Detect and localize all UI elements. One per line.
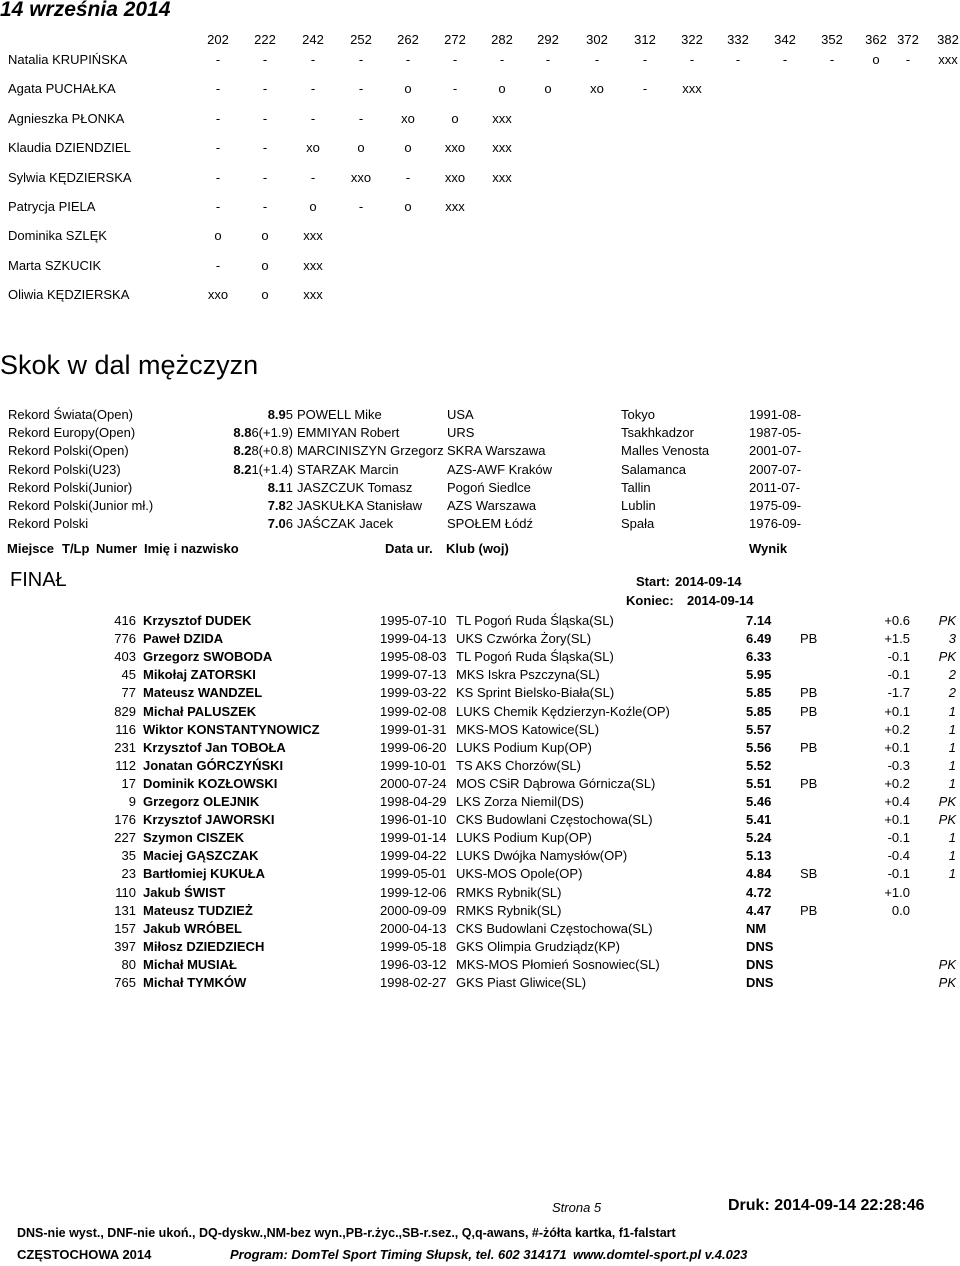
athlete-club: MOS CSiR Dąbrowa Górnicza(SL): [456, 775, 656, 791]
start-label: Start:: [636, 574, 670, 589]
athlete-name: Krzysztof Jan TOBOŁA: [143, 739, 286, 755]
class-value: PK: [938, 812, 956, 828]
attempt-cell: -: [215, 81, 221, 97]
record-flag: SB: [800, 866, 818, 882]
attempt-cell: -: [499, 52, 505, 67]
athlete-name: Mateusz TUDZIEŻ: [143, 902, 253, 918]
record-club: USA: [447, 407, 474, 422]
record-label: Rekord Polski(Junior): [8, 479, 133, 495]
athlete-name: Dominika SZLĘK: [8, 228, 107, 244]
wind-value: +0.2: [884, 775, 910, 791]
class-value: PK: [938, 613, 956, 628]
athlete-club: TS AKS Chorzów(SL): [456, 757, 581, 773]
footer-program: Program: DomTel Sport Timing Słupsk, tel. 602 314171: [230, 1247, 567, 1262]
attempt-cell: o: [451, 110, 459, 126]
class-value: 1: [948, 848, 956, 864]
record-mark: 8.28(+0.8): [233, 443, 293, 459]
bib-number: 416: [114, 613, 136, 628]
record-date: 2001-07-: [749, 443, 802, 459]
record-date: 1975-09-: [749, 498, 802, 513]
result-mark: 5.85: [746, 703, 772, 719]
height-header-cell: 312: [634, 32, 656, 47]
record-club: SPOŁEM Łódź: [447, 516, 533, 532]
birth-date: 2000-04-13: [380, 920, 447, 936]
athlete-club: TL Pogoń Ruda Śląska(SL): [456, 649, 614, 665]
record-label: Rekord Europy(Open): [8, 425, 136, 441]
bib-number: 23: [121, 866, 136, 882]
result-mark: 6.49: [746, 631, 772, 647]
wind-value: +0.1: [884, 812, 910, 828]
wind-value: -0.3: [887, 757, 910, 773]
height-header-cell: 292: [537, 32, 559, 47]
bib-number: 35: [121, 848, 136, 864]
attempt-cell: o: [404, 81, 412, 97]
bib-number: 227: [114, 830, 136, 846]
athlete-club: TL Pogoń Ruda Śląska(SL): [456, 613, 614, 628]
attempt-cell: -: [545, 52, 551, 67]
wind-value: +0.2: [884, 721, 910, 737]
athlete-club: CKS Budowlani Częstochowa(SL): [456, 920, 653, 936]
wind-value: -0.1: [887, 649, 910, 665]
column-header-place: Miejsce: [7, 541, 54, 556]
record-holder: JAŚCZAK Jacek: [297, 516, 394, 532]
record-flag: PB: [800, 631, 818, 647]
result-mark: 4.47: [746, 902, 772, 918]
result-mark: 4.72: [746, 884, 772, 900]
height-header-cell: 352: [821, 32, 843, 47]
height-header-cell: 342: [774, 32, 796, 47]
result-mark: 5.52: [746, 757, 772, 773]
wind-value: -0.1: [887, 830, 910, 846]
record-date: 2011-07-: [749, 479, 801, 495]
athlete-name: Szymon CISZEK: [143, 830, 245, 846]
record-date: 1991-08-: [749, 407, 802, 422]
athlete-club: LKS Zorza Niemil(DS): [456, 794, 584, 809]
height-header-cell: 302: [586, 32, 608, 47]
athlete-club: CKS Budowlani Częstochowa(SL): [456, 812, 653, 828]
athlete-club: LUKS Chemik Kędzierzyn-Koźle(OP): [456, 703, 670, 719]
page-number: Strona 5: [552, 1200, 602, 1215]
athlete-name: Natalia KRUPIŃSKA: [8, 52, 128, 67]
class-value: 1: [948, 703, 956, 719]
attempt-cell: -: [905, 52, 911, 67]
bib-number: 9: [128, 794, 136, 809]
athlete-club: RMKS Rybnik(SL): [456, 902, 562, 918]
birth-date: 1996-01-10: [380, 812, 447, 828]
class-value: 1: [948, 739, 956, 755]
wind-value: +0.1: [884, 739, 910, 755]
attempt-cell: -: [642, 81, 648, 97]
height-header-cell: 242: [302, 32, 324, 47]
record-mark: 8.11: [267, 479, 293, 495]
record-date: 2007-07-: [749, 461, 802, 477]
athlete-club: LUKS Podium Kup(OP): [456, 830, 592, 846]
record-date: 1976-09-: [749, 516, 802, 532]
attempt-cell: o: [261, 287, 269, 303]
attempt-cell: o: [404, 140, 412, 156]
height-header-cell: 202: [207, 32, 229, 47]
birth-date: 1999-05-01: [380, 866, 447, 882]
athlete-name: Jakub ŚWIST: [143, 884, 226, 900]
birth-date: 1999-02-08: [380, 703, 447, 719]
height-header-cell: 372: [897, 32, 919, 47]
attempt-cell: -: [358, 199, 364, 214]
column-header-number: Numer: [96, 541, 138, 556]
record-place: Lublin: [621, 498, 656, 513]
class-value: PK: [938, 649, 956, 665]
result-mark: 5.57: [746, 721, 772, 737]
result-mark: 5.56: [746, 739, 772, 755]
result-mark: 5.41: [746, 812, 772, 828]
athlete-name: Paweł DZIDA: [143, 631, 224, 647]
athlete-name: Krzysztof JAWORSKI: [143, 812, 275, 828]
bib-number: 17: [121, 775, 136, 791]
result-mark: 5.46: [746, 794, 772, 809]
record-holder: EMMIYAN Robert: [297, 425, 400, 441]
record-club: SKRA Warszawa: [447, 443, 546, 459]
height-header-cell: 272: [444, 32, 466, 47]
class-value: 1: [948, 721, 956, 737]
record-place: Tokyo: [621, 407, 655, 422]
athlete-club: GKS Piast Gliwice(SL): [456, 975, 587, 990]
attempt-cell: -: [310, 81, 316, 97]
attempt-cell: -: [642, 52, 648, 67]
height-header-cell: 222: [254, 32, 276, 47]
record-club: AZS Warszawa: [447, 498, 537, 513]
attempt-cell: -: [735, 52, 741, 67]
athlete-name: Bartłomiej KUKUŁA: [143, 866, 266, 882]
attempt-cell: xxx: [492, 140, 512, 156]
result-mark: NM: [746, 920, 767, 936]
athlete-name: Miłosz DZIEDZIECH: [143, 938, 265, 954]
column-header-name: Imię i nazwisko: [144, 541, 239, 556]
column-header-result: Wynik: [749, 541, 788, 556]
athlete-name: Mikołaj ZATORSKI: [143, 667, 256, 683]
attempt-cell: -: [215, 199, 221, 214]
athlete-name: Mateusz WANDZEL: [143, 685, 263, 701]
attempt-cell: o: [261, 228, 269, 244]
attempt-cell: o: [357, 140, 365, 156]
athlete-club: GKS Olimpia Grudziądz(KP): [456, 938, 620, 954]
wind-value: +1.0: [884, 884, 910, 900]
footer-website: www.domtel-sport.pl v.4.023: [573, 1247, 748, 1262]
attempt-cell: -: [310, 52, 316, 67]
attempt-cell: o: [214, 228, 222, 244]
attempt-cell: -: [262, 110, 268, 126]
record-club: Pogoń Siedlce: [447, 479, 531, 495]
record-club: URS: [447, 425, 475, 441]
result-mark: 5.85: [746, 685, 772, 701]
result-mark: 5.95: [746, 667, 772, 683]
height-header-cell: 322: [681, 32, 703, 47]
attempt-cell: xo: [590, 81, 604, 97]
attempt-cell: -: [262, 140, 268, 156]
result-mark: DNS: [746, 956, 774, 972]
athlete-name: Dominik KOZŁOWSKI: [143, 775, 278, 791]
bib-number: 131: [114, 902, 136, 918]
record-mark: 8.21(+1.4): [233, 461, 293, 477]
attempt-cell: -: [405, 169, 411, 185]
class-value: 2: [948, 667, 956, 683]
birth-date: 1999-01-31: [380, 721, 447, 737]
attempt-cell: -: [829, 52, 835, 67]
record-label: Rekord Polski(Junior mł.): [8, 498, 154, 513]
class-value: 1: [948, 775, 956, 791]
attempt-cell: xxo: [444, 140, 466, 156]
athlete-name: Jonatan GÓRCZYŃSKI: [143, 757, 284, 773]
attempt-cell: o: [404, 199, 412, 214]
athlete-name: Jakub WRÓBEL: [143, 920, 242, 936]
birth-date: 1999-12-06: [380, 884, 447, 900]
athlete-club: MKS Iskra Pszczyna(SL): [456, 667, 600, 683]
wind-value: +0.6: [884, 613, 910, 628]
bib-number: 77: [121, 685, 136, 701]
bib-number: 397: [114, 938, 136, 954]
attempt-cell: -: [358, 52, 364, 67]
attempt-cell: -: [215, 52, 221, 67]
attempt-cell: xxo: [207, 287, 229, 303]
attempt-cell: xxx: [492, 169, 512, 185]
attempt-cell: xo: [306, 140, 320, 156]
record-flag: PB: [800, 902, 818, 918]
attempt-cell: o: [498, 81, 506, 97]
bib-number: 829: [114, 703, 136, 719]
athlete-name: Klaudia DZIENDZIEL: [8, 140, 131, 156]
record-holder: MARCINISZYN Grzegorz: [297, 443, 444, 459]
athlete-name: Marta SZKUCIK: [8, 257, 102, 273]
birth-date: 1998-04-29: [380, 794, 447, 809]
attempt-cell: -: [594, 52, 600, 67]
class-value: 2: [948, 685, 956, 701]
athlete-name: Grzegorz OLEJNIK: [143, 794, 260, 809]
height-header-cell: 362: [865, 32, 887, 47]
wind-value: 0.0: [891, 902, 910, 918]
record-date: 1987-05-: [749, 425, 802, 441]
end-label: Koniec:: [626, 593, 674, 608]
attempt-cell: xxx: [303, 257, 323, 273]
athlete-name: Patrycja PIELA: [8, 199, 96, 214]
attempt-cell: -: [689, 52, 695, 67]
attempt-cell: xxx: [303, 228, 323, 244]
attempt-cell: -: [405, 52, 411, 67]
record-label: Rekord Polski(U23): [8, 461, 121, 477]
attempt-cell: -: [358, 81, 364, 97]
attempt-cell: -: [358, 110, 364, 126]
birth-date: 1999-03-22: [380, 685, 447, 701]
wind-value: -0.1: [887, 667, 910, 683]
record-place: Salamanca: [621, 461, 687, 477]
athlete-name: Oliwia KĘDZIERSKA: [8, 287, 130, 303]
attempt-cell: -: [782, 52, 788, 67]
attempt-cell: xxx: [682, 81, 702, 97]
bib-number: 80: [121, 956, 136, 972]
athlete-club: MKS-MOS Katowice(SL): [456, 721, 600, 737]
record-holder: JASKUŁKA Stanisław: [297, 498, 423, 513]
bib-number: 776: [114, 631, 136, 647]
attempt-cell: xxx: [492, 110, 512, 126]
wind-value: +1.5: [884, 631, 910, 647]
attempt-cell: -: [262, 52, 268, 67]
class-value: PK: [938, 956, 956, 972]
athlete-club: UKS-MOS Opole(OP): [456, 866, 583, 882]
bib-number: 112: [115, 757, 136, 773]
class-value: 1: [948, 757, 956, 773]
attempt-cell: o: [872, 52, 880, 67]
result-mark: 5.51: [746, 775, 772, 791]
record-flag: PB: [800, 685, 818, 701]
athlete-club: UKS Czwórka Żory(SL): [456, 631, 592, 647]
athlete-club: LUKS Dwójka Namysłów(OP): [456, 848, 628, 864]
start-value: 2014-09-14: [675, 574, 742, 589]
birth-date: 1999-10-01: [380, 757, 447, 773]
bib-number: 765: [114, 975, 136, 990]
height-header-cell: 382: [937, 32, 959, 47]
birth-date: 1999-06-20: [380, 739, 447, 755]
birth-date: 1995-08-03: [380, 649, 447, 665]
athlete-name: Agnieszka PŁONKA: [8, 110, 125, 126]
record-holder: JASZCZUK Tomasz: [297, 479, 413, 495]
result-mark: 5.24: [746, 830, 772, 846]
attempt-cell: -: [452, 52, 458, 67]
record-label: Rekord Świata(Open): [8, 407, 133, 422]
wind-value: -1.7: [887, 685, 910, 701]
attempt-cell: -: [310, 110, 316, 126]
birth-date: 1998-02-27: [380, 975, 447, 990]
athlete-name: Krzysztof DUDEK: [143, 613, 252, 628]
record-holder: STARZAK Marcin: [297, 461, 399, 477]
class-value: 3: [948, 631, 956, 647]
record-mark: 7.82: [267, 498, 293, 513]
height-header-cell: 262: [397, 32, 419, 47]
bib-number: 45: [121, 667, 136, 683]
result-mark: 5.13: [746, 848, 772, 864]
record-flag: PB: [800, 775, 818, 791]
birth-date: 2000-07-24: [380, 775, 447, 791]
attempt-cell: xxo: [350, 169, 372, 185]
athlete-name: Wiktor KONSTANTYNOWICZ: [143, 721, 320, 737]
bib-number: 157: [114, 920, 136, 936]
record-mark: 8.95: [267, 407, 293, 422]
record-place: Malles Venosta: [621, 443, 710, 459]
bib-number: 403: [114, 649, 136, 665]
footer-city: CZĘSTOCHOWA 2014: [17, 1247, 152, 1262]
class-value: 1: [948, 830, 956, 846]
athlete-club: LUKS Podium Kup(OP): [456, 739, 592, 755]
athlete-name: Sylwia KĘDZIERSKA: [8, 169, 132, 185]
attempt-cell: -: [310, 169, 316, 185]
bib-number: 110: [115, 884, 136, 900]
birth-date: 1999-01-14: [380, 830, 447, 846]
attempt-cell: -: [262, 169, 268, 185]
result-mark: 4.84: [746, 866, 772, 882]
birth-date: 1999-07-13: [380, 667, 447, 683]
birth-date: 1995-07-10: [380, 613, 447, 628]
athlete-name: Michał TYMKÓW: [143, 975, 247, 990]
record-flag: PB: [800, 703, 818, 719]
attempt-cell: o: [544, 81, 552, 97]
record-place: Tsakhkadzor: [621, 425, 694, 441]
height-header-cell: 282: [491, 32, 513, 47]
class-value: 1: [948, 866, 956, 882]
column-header-dob: Data ur.: [385, 541, 433, 556]
height-header-cell: 252: [350, 32, 372, 47]
final-title: FINAŁ: [10, 569, 67, 591]
athlete-club: MKS-MOS Płomień Sosnowiec(SL): [456, 956, 660, 972]
column-header-club: Klub (woj): [446, 541, 509, 556]
attempt-cell: xxx: [445, 199, 465, 214]
bib-number: 176: [114, 812, 136, 828]
athlete-name: Agata PUCHAŁKA: [8, 81, 116, 97]
wind-value: +0.4: [884, 794, 910, 809]
attempt-cell: o: [309, 199, 317, 214]
attempt-cell: o: [261, 257, 269, 273]
attempt-cell: xxo: [444, 169, 466, 185]
attempt-cell: -: [262, 199, 268, 214]
athlete-name: Maciej GĄSZCZAK: [143, 848, 259, 864]
birth-date: 1999-05-18: [380, 938, 447, 954]
column-header-tlp: T/Lp: [62, 541, 90, 556]
result-mark: 6.33: [746, 649, 772, 665]
wind-value: -0.4: [887, 848, 910, 864]
birth-date: 1996-03-12: [380, 956, 447, 972]
birth-date: 1999-04-22: [380, 848, 447, 864]
record-holder: POWELL Mike: [297, 407, 382, 422]
record-place: Tallin: [621, 479, 651, 495]
bib-number: 116: [115, 721, 136, 737]
print-timestamp: Druk: 2014-09-14 22:28:46: [728, 1197, 925, 1214]
record-flag: PB: [800, 739, 818, 755]
page-date-title: 14 września 2014: [0, 0, 171, 21]
attempt-cell: xxx: [938, 52, 958, 67]
attempt-cell: -: [215, 110, 221, 126]
attempt-cell: -: [262, 81, 268, 97]
record-mark: 7.06: [267, 516, 293, 532]
athlete-name: Michał PALUSZEK: [143, 703, 257, 719]
record-label: Rekord Polski: [8, 516, 89, 532]
attempt-cell: -: [215, 169, 221, 185]
athlete-name: Grzegorz SWOBODA: [143, 649, 273, 665]
attempt-cell: -: [215, 257, 221, 273]
attempt-cell: xo: [401, 110, 415, 126]
birth-date: 1999-04-13: [380, 631, 447, 647]
birth-date: 2000-09-09: [380, 902, 447, 918]
athlete-club: KS Sprint Bielsko-Biała(SL): [456, 685, 615, 701]
result-mark: 7.14: [746, 613, 772, 628]
end-value: 2014-09-14: [687, 593, 754, 608]
class-value: PK: [938, 794, 956, 809]
event-title: Skok w dal mężczyzn: [0, 350, 259, 380]
attempt-cell: -: [215, 140, 221, 156]
athlete-club: RMKS Rybnik(SL): [456, 884, 562, 900]
record-place: Spała: [621, 516, 655, 532]
class-value: PK: [938, 975, 956, 990]
attempt-cell: -: [452, 81, 458, 97]
abbreviation-legend: DNS-nie wyst., DNF-nie ukoń., DQ-dyskw.,NM-bez wyn.,PB-r.życ.,SB-r.sez., Q,q-awans, #-żółta kartka, f1-falstart: [17, 1226, 676, 1240]
record-mark: 8.86(+1.9): [233, 425, 293, 441]
result-mark: DNS: [746, 975, 774, 990]
height-header-cell: 332: [727, 32, 749, 47]
record-label: Rekord Polski(Open): [8, 443, 129, 459]
bib-number: 231: [114, 739, 136, 755]
wind-value: +0.1: [884, 703, 910, 719]
wind-value: -0.1: [887, 866, 910, 882]
attempt-cell: xxx: [303, 287, 323, 303]
result-mark: DNS: [746, 938, 774, 954]
record-club: AZS-AWF Kraków: [447, 461, 552, 477]
athlete-name: Michał MUSIAŁ: [143, 956, 237, 972]
